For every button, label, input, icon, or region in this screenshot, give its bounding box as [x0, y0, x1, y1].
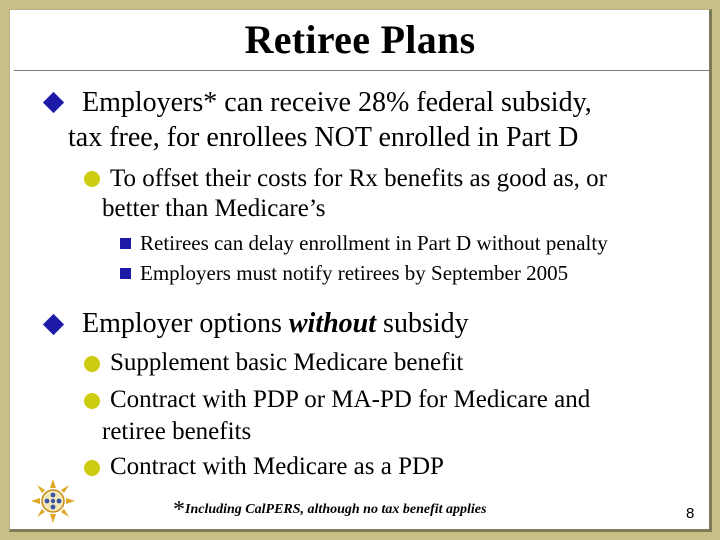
title-divider	[14, 70, 710, 71]
slide-title: Retiree Plans	[244, 17, 476, 62]
footnote-marker: *	[173, 497, 185, 523]
bullet-2-sub-1: Supplement basic Medicare benefit	[110, 349, 464, 376]
bullet-1-line-2: tax free, for enrollees NOT enrolled in Part D	[68, 122, 579, 153]
bullet-2-sub-2-line-1: Contract with PDP or MA-PD for Medicare and	[110, 386, 591, 413]
bullet-1-sub-1-sub-2: Employers must notify retirees by September 2005	[140, 261, 569, 285]
bullet-2-text: Employer options	[82, 308, 289, 339]
circle-bullet-icon	[84, 171, 100, 187]
circle-bullet-icon	[84, 393, 100, 409]
footnote-text: Including CalPERS, although no tax benefit applies	[185, 502, 487, 517]
sun-logo-icon	[30, 478, 76, 524]
bullet-2-line-1	[82, 308, 469, 340]
bullet-2-text-end: subsidy	[376, 308, 469, 339]
bullet-1-sub-1-line-2: better than Medicare’s	[102, 195, 326, 222]
bullet-2-emphasis: without	[288, 308, 377, 339]
bullet-1-line-1: Employers* can receive 28% federal subsidy,	[82, 87, 592, 118]
bullet-2-sub-3: Contract with Medicare as a PDP	[110, 453, 444, 480]
bullet-2-sub-2-line-2: retiree benefits	[102, 418, 252, 445]
footnote	[173, 497, 486, 524]
circle-bullet-icon	[84, 356, 100, 372]
bullet-1-sub-1-line-1: To offset their costs for Rx benefits as good as, or	[110, 165, 607, 192]
square-bullet-icon	[120, 268, 131, 279]
page-number: 8	[686, 505, 695, 522]
circle-bullet-icon	[84, 460, 100, 476]
square-bullet-icon	[120, 238, 131, 249]
bullet-1-sub-1-sub-1: Retirees can delay enrollment in Part D without penalty	[140, 231, 608, 255]
